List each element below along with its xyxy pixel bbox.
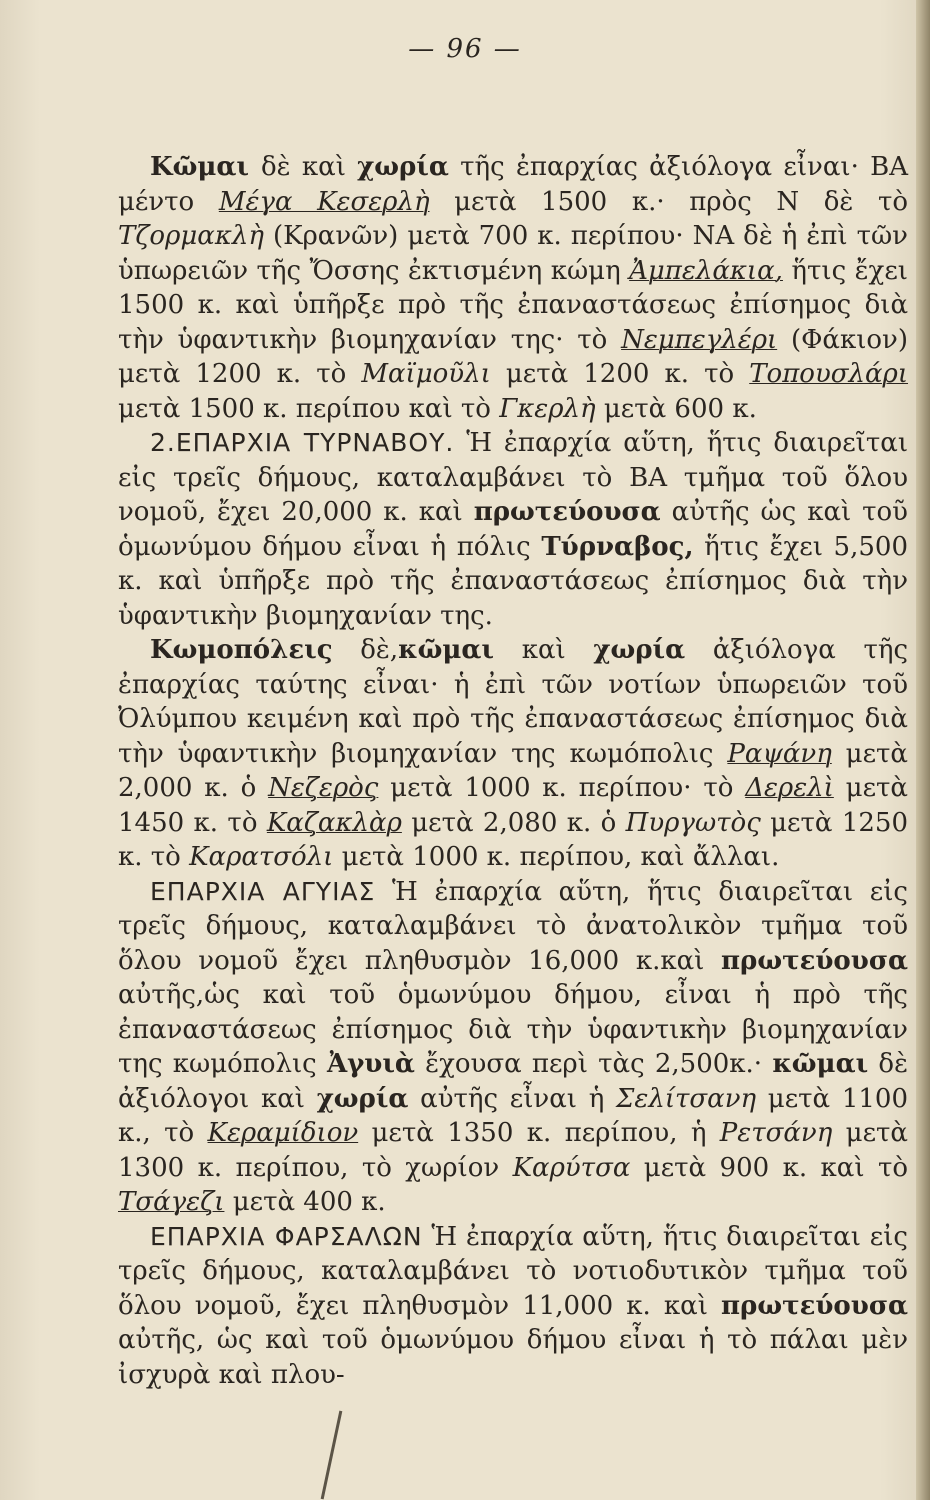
text-segment: Ραψάνη [727, 738, 832, 769]
text-segment: μετὰ 1000 κ. περίπου, καὶ ἄλλαι. [333, 842, 780, 872]
text-segment: χωρία [316, 1083, 409, 1114]
text-segment: δὲ ἀξιόλογοι καὶ [118, 1049, 909, 1114]
text-segment: αὐτῆς, ὡς καὶ τοῦ ὁμωνύμου δήμου εἶναι ἡ τὸ πάλαι μὲν ἰσχυρὰ καὶ πλου- [118, 1325, 908, 1390]
text-segment: 2.ΕΠΑΡΧΙΑ ΤΥΡΝΑΒΟΥ. [150, 428, 455, 457]
text-segment: μετὰ 1000 κ. περίπου· τὸ [378, 773, 746, 803]
body-text [118, 150, 908, 1392]
text-segment: μετὰ 1450 κ. τὸ [118, 773, 908, 838]
text-segment: Κωμοπόλεις [150, 635, 333, 665]
text-segment: πρωτεύουσα [473, 497, 661, 527]
text-segment: Τύρναβος, [541, 531, 694, 562]
text-segment: ἀξιόλογα τῆς ἐπαρχίας ταύτης εἶναι· ἡ ἐπὶ τῶν νοτίων ὑπωρειῶν τοῦ Ὀλύμπου κειμένη καὶ πρὸ τῆς ἐπαναστάσεως ἐπίσημος διὰ τὴν ὑφαντικὴν βιομηχανίαν της κωμόπολις [118, 635, 909, 769]
text-segment: μετὰ 1500 κ.· πρὸς Ν δὲ τὸ [429, 186, 909, 217]
text-segment: μετὰ 600 κ. [595, 393, 757, 424]
text-segment: Ἡ ἐπαρχία αὕτη, ἥτις διαιρεῖται εἰς τρεῖς δήμους, καταλαμβάνει τὸ ΒΑ τμῆμα τοῦ ὅλου νομοῦ, ἔχει 20,000 κ. καὶ [118, 428, 909, 527]
text-segment: πρωτεύουσα [721, 1290, 908, 1321]
text-segment: Ἀμπελάκια, [629, 255, 783, 286]
text-segment: Νεμπεγλέρι [621, 324, 778, 355]
text-segment: Ἡ ἐπαρχία αὕτη, ἥτις διαιρεῖται εἰς τρεῖς δήμους, καταλαμβάνει τὸ ἀνατολικὸν τμῆμα τοῦ ὅλου νομοῦ ἔχει πληθυσμὸν 16,000 κ.καὶ [118, 876, 908, 976]
text-segment: μετὰ 1250 κ. τὸ [118, 807, 909, 872]
paragraph-kwmopoleis-tyrnavou [118, 633, 908, 875]
text-segment: Σελίτσανη [616, 1083, 757, 1114]
text-segment: πρωτεύουσα [721, 945, 908, 976]
text-segment: ἥτις ἔχει 1500 κ. καὶ ὑπῆρξε πρὸ τῆς ἐπαναστάσεως ἐπίσημος διὰ τὴν ὑφαντικὴν βιομηχανίαν της· τὸ [118, 255, 908, 355]
text-segment: μετὰ 1350 κ. περίπου, ἡ [358, 1118, 720, 1148]
text-segment: Πυργωτὸς [625, 807, 761, 838]
text-segment: Τσάγεζι [118, 1187, 225, 1217]
text-segment: μετὰ 2,000 κ. ὁ [118, 738, 908, 803]
paragraph-eparchia-agyias [118, 875, 908, 1220]
text-segment: δὲ καὶ [261, 152, 358, 182]
text-segment: Τζορμακλὴ [118, 221, 264, 251]
text-segment: Κῶμαι [150, 152, 262, 182]
text-segment: Μέγα Κεσερλὴ [218, 186, 430, 217]
paragraph-epilogue-larissa [118, 150, 908, 426]
text-segment: (Κρανῶν) μετὰ 700 κ. περίπου· ΝΑ δὲ ἡ ἐπὶ τῶν ὑπωρειῶν τῆς Ὄσσης ἐκτισμένη κώμη [118, 221, 908, 286]
book-spine-edge [916, 0, 930, 1500]
text-segment: μετὰ 900 κ. καὶ τὸ [630, 1152, 908, 1183]
text-segment: Τοπουσλάρι [749, 359, 909, 389]
text-segment: Ἀγυιὰ [326, 1049, 415, 1079]
text-segment: μετὰ 1200 κ. τὸ [490, 359, 750, 389]
text-segment: ΕΠΑΡΧΙΑ ΦΑΡΣΑΛΩΝ [150, 1221, 423, 1251]
text-segment: Ρετσάνη [719, 1118, 833, 1148]
text-segment: Κεραμίδιον [207, 1118, 359, 1148]
paragraph-eparchia-tyrnavou [118, 426, 908, 633]
text-segment: ἥτις ἔχει 5,500 κ. καὶ ὑπῆρξε πρὸ τῆς ἐπαναστάσεως ἐπίσημος διὰ τὴν ὑφαντικὴν βιομηχανίαν της. [118, 531, 908, 631]
text-segment: μετὰ 400 κ. [224, 1187, 386, 1217]
text-segment: (Φάκιον) μετὰ 1200 κ. τὸ [118, 324, 909, 389]
text-segment: δὲ, [332, 635, 399, 665]
text-segment: Δερελὶ [745, 773, 834, 803]
text-segment: Γκερλὴ [499, 393, 596, 424]
text-segment: τῆς ἐπαρχίας ἀξιόλογα εἶναι· ΒΑ μέντο [118, 152, 908, 217]
text-segment: Μαϊμοῦλι [361, 359, 491, 389]
text-segment: Ἡ ἐπαρχία αὕτη, ἥτις διαιρεῖται εἰς τρεῖς δήμους, καταλαμβάνει τὸ νοτιοδυτικὸν τμῆμα τοῦ ὅλου νομοῦ, ἔχει πληθυσμὸν 11,000 κ. καὶ [118, 1221, 908, 1321]
text-segment: αὐτῆς,ὡς καὶ τοῦ ὁμωνύμου δήμου, εἶναι ἡ πρὸ τῆς ἐπαναστάσεως ἐπίσημος διὰ τὴν ὑφαντικὴν βιομηχανίαν της κωμόπολις [118, 980, 908, 1079]
text-segment: Καζακλὰρ [266, 807, 402, 838]
text-segment: μετὰ 1500 κ. περίπου καὶ τὸ [118, 393, 500, 424]
text-segment: Νεζερὸς [268, 773, 379, 803]
page-number: — 96 — [408, 34, 522, 64]
text-segment: μετὰ 1300 κ. περίπου, τὸ χωρίον [118, 1118, 908, 1183]
text-segment: Καρύτσα [512, 1152, 631, 1183]
paragraph-eparchia-farsalwn [118, 1220, 908, 1393]
text-segment: μετὰ 2,080 κ. ὁ [401, 807, 626, 838]
text-segment: χωρία [593, 635, 686, 665]
text-segment: αὐτῆς ὡς καὶ τοῦ ὁμωνύμου δήμου εἶναι ἡ πόλις [118, 497, 908, 562]
text-segment: ἔχουσα περὶ τὰς 2,500κ.· [414, 1049, 773, 1079]
text-segment: ΕΠΑΡΧΙΑ ΑΓΥΙΑΣ [150, 876, 376, 906]
text-segment: αὐτῆς εἶναι ἡ [408, 1083, 616, 1114]
pencil-mark [321, 1411, 343, 1500]
text-segment: μετὰ 1100 κ., τὸ [118, 1083, 909, 1148]
text-segment: κῶμαι [772, 1049, 869, 1079]
text-segment: καὶ [494, 635, 594, 665]
text-segment: Καρατσόλι [189, 842, 334, 872]
text-segment: χωρία [357, 152, 449, 182]
text-segment: κῶμαι [398, 635, 494, 665]
